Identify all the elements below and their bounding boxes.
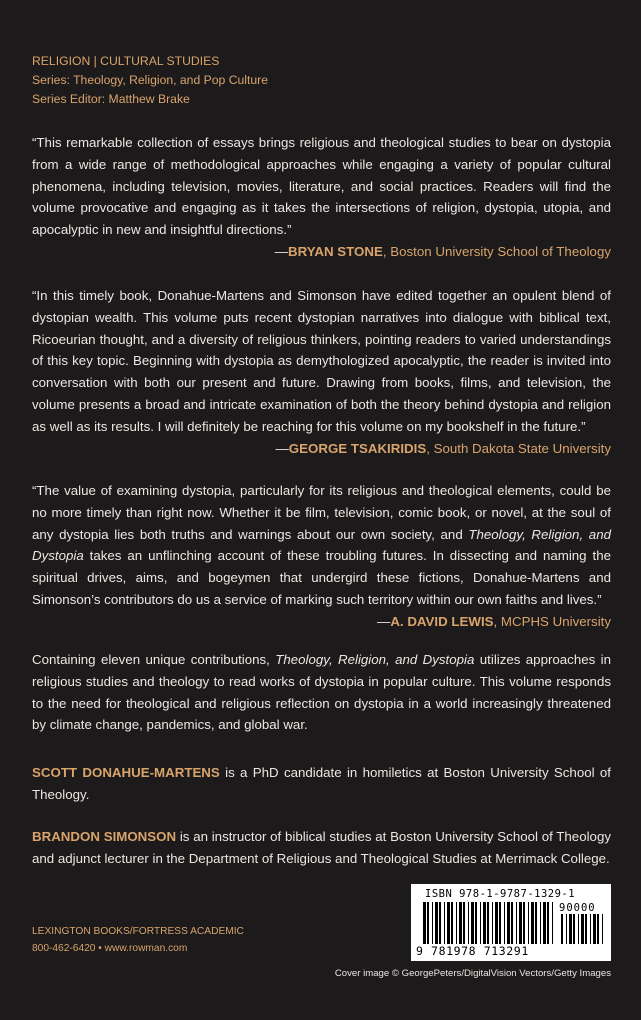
barcode-bar bbox=[475, 902, 477, 944]
attribution-dash: — bbox=[274, 243, 289, 259]
barcode-bar bbox=[547, 902, 549, 944]
barcode-bar bbox=[552, 902, 553, 944]
attribution-affiliation: , MCPHS University bbox=[493, 613, 611, 629]
series-editor: Series Editor: Matthew Brake bbox=[32, 92, 190, 106]
barcode-bar bbox=[597, 914, 599, 944]
barcode-bar bbox=[528, 902, 529, 944]
barcode-bar bbox=[504, 902, 505, 944]
barcode-bar bbox=[507, 902, 510, 944]
cover-image-credit: Cover image © GeorgePeters/DigitalVision Vectors/Getty Images bbox=[334, 968, 611, 979]
isbn-barcode bbox=[411, 884, 611, 961]
barcode-bar bbox=[523, 902, 525, 944]
barcode-bar bbox=[581, 914, 584, 944]
barcode-bar bbox=[566, 914, 567, 944]
bio-name: SCOTT DONAHUE-MARTENS bbox=[32, 765, 220, 780]
barcode-bar bbox=[439, 902, 441, 944]
barcode-bar bbox=[492, 902, 493, 944]
barcode-bar bbox=[602, 914, 603, 944]
quote-1 bbox=[32, 132, 611, 263]
attribution-name: BRYAN STONE bbox=[288, 243, 383, 259]
series-label: Series: Theology, Religion, and Pop Culture bbox=[32, 73, 268, 87]
barcode-bar bbox=[459, 902, 462, 944]
barcode-bar bbox=[480, 902, 481, 944]
quote-attribution bbox=[32, 438, 611, 460]
isbn-label: ISBN 978-1-9787-1329-1 bbox=[425, 888, 576, 900]
quote-text bbox=[32, 480, 611, 611]
price-code: 90000 bbox=[559, 902, 596, 914]
barcode-bar bbox=[531, 902, 534, 944]
description-text: Containing eleven unique contributions, bbox=[32, 652, 276, 667]
description-book-title: Theology, Religion, and Dystopia bbox=[275, 652, 475, 667]
quote-3 bbox=[32, 480, 611, 633]
attribution-affiliation: , South Dakota State University bbox=[426, 440, 611, 456]
barcode-bar bbox=[573, 914, 575, 944]
barcode-bar bbox=[427, 902, 429, 944]
book-description bbox=[32, 649, 611, 736]
header bbox=[32, 52, 268, 109]
barcode-bar bbox=[569, 914, 572, 944]
barcode-bar bbox=[535, 902, 537, 944]
barcode-bar bbox=[435, 902, 438, 944]
description-text: utilizes approaches in religious studies and theology to read works of dystopia in popular culture. This volume responds to the need for theological and religious reflection on dystopia in a world increasingly threatened by climate change, pandemics, and global war. bbox=[32, 652, 611, 733]
bio-text: is a PhD candidate in homiletics at Boston University School of Theology. bbox=[32, 765, 611, 802]
barcode-bar bbox=[432, 902, 433, 944]
barcode-bar bbox=[543, 902, 546, 944]
barcode-bar bbox=[456, 902, 457, 944]
quote-book-title: Theology, Religion, and Dystopia bbox=[32, 526, 611, 564]
attribution-affiliation: , Boston University School of Theology bbox=[382, 243, 611, 259]
attribution-name: GEORGE TSAKIRIDIS bbox=[288, 440, 427, 456]
barcode-bar bbox=[590, 914, 591, 944]
quote-2 bbox=[32, 285, 611, 459]
barcode-bar bbox=[516, 902, 517, 944]
attribution-dash: — bbox=[275, 440, 289, 456]
barcode-bar bbox=[468, 902, 469, 944]
publisher-name: LEXINGTON BOOKS/FORTRESS ACADEMIC bbox=[32, 926, 244, 937]
quote-text-part: “The value of examining dystopia, particularly for its religious and theological elements, could be no more timely than right now. Whether it be film, television, comic book, or novel, at the soul of any dystopia lies both truths and warnings about our own society, and bbox=[32, 483, 611, 542]
barcode-bar bbox=[463, 902, 465, 944]
barcode-bar bbox=[487, 902, 489, 944]
bio-1 bbox=[32, 762, 611, 806]
barcode-bar bbox=[593, 914, 596, 944]
category-label: RELIGION | CULTURAL STUDIES bbox=[32, 54, 220, 68]
barcode-bar bbox=[585, 914, 587, 944]
barcode-bar bbox=[519, 902, 522, 944]
barcode-bar bbox=[444, 902, 445, 944]
publisher-info bbox=[32, 923, 244, 957]
barcode-bar bbox=[499, 902, 501, 944]
publisher-contact: 800-462-6420 • www.rowman.com bbox=[32, 943, 188, 954]
barcode-bar bbox=[578, 914, 579, 944]
quote-attribution bbox=[32, 611, 611, 633]
ean-barcode-bars bbox=[423, 902, 553, 944]
barcode-bar bbox=[423, 902, 426, 944]
attribution-dash: — bbox=[377, 613, 391, 629]
quote-attribution bbox=[32, 241, 611, 263]
bio-text: is an instructor of biblical studies at Boston University School of Theology and adjunct lecturer in the Department of Religious and Theological Studies at Merrimack College. bbox=[32, 829, 611, 866]
barcode-bar bbox=[447, 902, 450, 944]
barcode-bar bbox=[483, 902, 486, 944]
quote-text: “This remarkable collection of essays brings religious and theological studies to bear on dystopia from a wide range of methodological approaches while engaging a variety of popular cultural phenomena, including television, movies, literature, and social practices. Readers will find the volume provocative and engaging as it takes the intersections of religion, dystopia, utopia, and apocalyptic in new and insightful directions.” bbox=[32, 135, 611, 238]
quote-text-part: takes an unflinching account of these troubling futures. In dissecting and naming the spiritual drives, aims, and bogeymen that undergird these fictions, Donahue-Martens and Simonson’s contributors do us a service of marking such territory within our own faiths and lives.” bbox=[32, 548, 611, 607]
barcode-bar bbox=[495, 902, 498, 944]
quote-text: “In this timely book, Donahue-Martens and Simonson have edited together an opulent blend of dystopian wealth. This volume puts recent dystopian narratives into dialogue with biblical text, Ricoeurian thought, and a diversity of religious thinkers, pointing readers to varied understandings of this key topic. Beginning with dystopia as demythologized apocalyptic, the reader is invited into conversation with both our present and future. Drawing from books, films, and television, the volume presents a broad and intricate examination of both the theory behind dystopia and religion as well as its results. I will definitely be reaching for this volume on my bookshelf in the future.” bbox=[32, 288, 611, 434]
bio-name: BRANDON SIMONSON bbox=[32, 829, 177, 844]
barcode-bar bbox=[471, 902, 474, 944]
ean-digits: 9 781978 713291 bbox=[416, 944, 529, 958]
barcode-bar bbox=[511, 902, 513, 944]
bio-2 bbox=[32, 826, 611, 870]
barcode-bar bbox=[451, 902, 453, 944]
barcode-bar bbox=[540, 902, 541, 944]
price-barcode-bars bbox=[561, 914, 605, 944]
attribution-name: A. DAVID LEWIS bbox=[390, 613, 494, 629]
barcode-bar bbox=[561, 914, 563, 944]
